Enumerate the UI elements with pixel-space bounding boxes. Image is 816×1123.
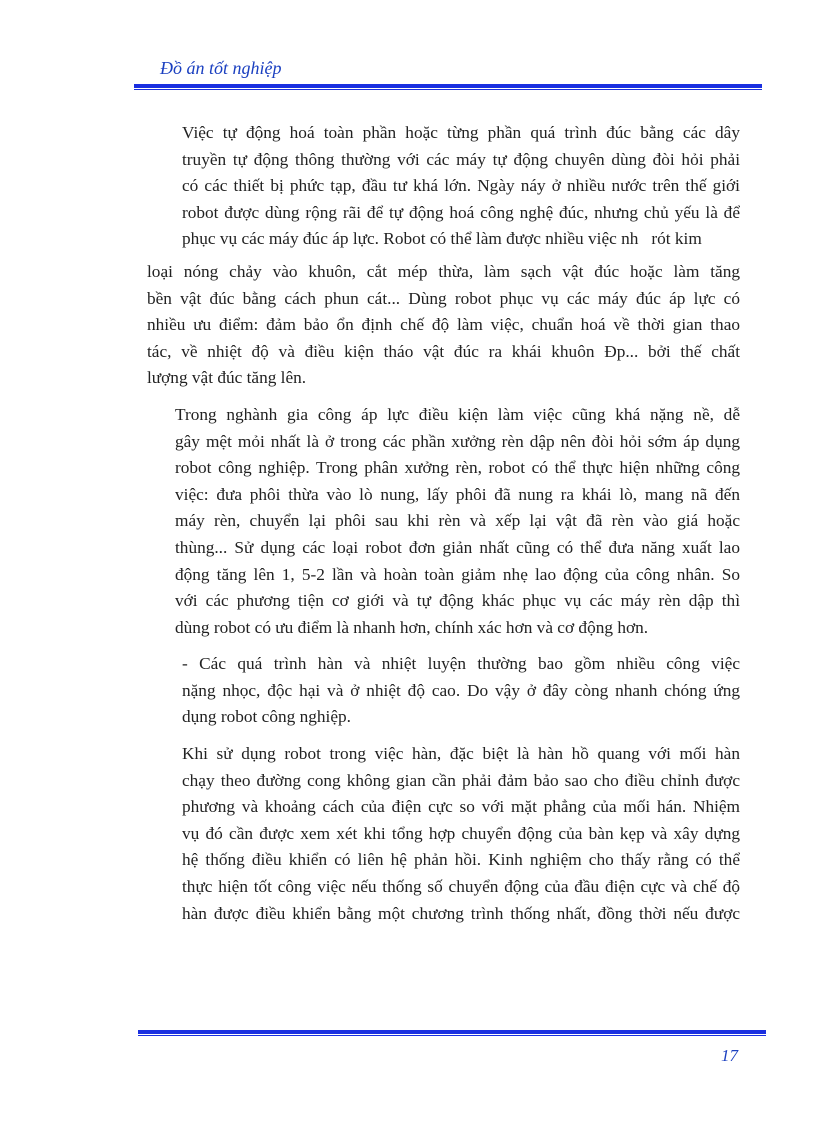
text-line: Việc tự động hoá toàn phần hoặc từng phần quá trình đúc bằng các dây <box>182 123 740 142</box>
document-body <box>135 120 740 927</box>
text-line: phương và khoảng cách của điện cực so với mặt phẳng của mối hán. Nhiệm <box>182 797 740 817</box>
text-line: dụng robot công nghiệp. <box>182 707 351 727</box>
text-line: lượng vật đúc tăng lên. <box>147 368 307 388</box>
header-rule <box>134 84 762 88</box>
text-line: thực hiện tốt công việc nếu thống số chuyển động của đầu điện cực và chế độ <box>182 877 740 897</box>
text-line: máy rèn, chuyển lại phôi sau khi rèn và xếp lại vật đã rèn vào giá hoặc <box>175 511 740 531</box>
text-line: gây mệt mỏi nhất là ở trong các phần xưởng rèn dập nên đòi hỏi sớm áp dụng <box>175 431 740 451</box>
text-line: nhiều ưu điểm: đảm bảo ổn định chế độ làm việc, chuẩn hoá về thời gian thao <box>147 315 740 335</box>
text-line: tác, về nhiệt độ và điều kiện tháo vật đúc ra khái khuôn Đp... bởi thế chất <box>147 341 740 361</box>
text-line: hệ thống điều khiển có liên hệ phản hồi. Kinh nghiệm cho thấy rằng có thể <box>182 850 740 870</box>
text-line: bền vật đúc bằng cách phun cát... Dùng robot phục vụ các máy đúc áp lực có <box>147 288 740 308</box>
text-line: nặng nhọc, độc hại và ở nhiệt độ cao. Do vậy ở đây còng nhanh chóng ứng <box>182 680 740 700</box>
text-line: hàn được điều khiển bằng một chương trình thống nhất, đồng thời nếu được <box>182 903 740 923</box>
text-line: truyền tự động thông thường với các máy tự động chuyên dùng đòi hỏi phải <box>182 149 740 169</box>
header-title: Đồ án tốt nghiệp <box>160 58 282 78</box>
text-line: có các thiết bị phức tạp, đầu tư khá lớn. Ngày náy ở nhiều nước trên thế giới <box>182 176 740 196</box>
paragraph <box>135 402 740 641</box>
text-line: loại nóng chảy vào khuôn, cắt mép thừa, làm sạch vật đúc hoặc làm tăng <box>147 261 740 281</box>
text-line: robot công nghiệp. Trong phân xưởng rèn, robot có thể thực hiện những công <box>175 458 740 478</box>
text-line: thùng... Sử dụng các loại robot đơn giản nhất cũng có thể đưa năng xuất lao <box>175 537 740 557</box>
paragraph <box>135 259 740 392</box>
paragraph <box>135 741 740 927</box>
paragraph <box>135 120 740 253</box>
text-line: động tăng lên 1, 5-2 lần và hoàn toàn giảm nhẹ lao động của công nhân. So <box>175 564 740 584</box>
text-line: vụ đó cần được xem xét khi tổng hợp chuyển động của bàn kẹp và xây dựng <box>182 823 740 843</box>
text-line: dùng robot có ưu điểm là nhanh hơn, chính xác hơn và cơ động hơn. <box>175 617 649 637</box>
footer-rule <box>138 1030 766 1034</box>
text-line: với các phương tiện cơ giới và tự động khác phục vụ các máy rèn dập thì <box>175 591 740 611</box>
text-line: Trong nghành gia công áp lực điều kiện làm việc cũng khá nặng nề, dễ <box>175 404 740 424</box>
paragraph <box>135 651 740 731</box>
text-line: - Các quá trình hàn và nhiệt luyện thường bao gồm nhiều công việc <box>182 654 740 674</box>
page-number: 17 <box>721 1046 738 1065</box>
text-line: Khi sử dụng robot trong việc hàn, đặc biệt là hàn hồ quang với mối hàn <box>182 744 740 764</box>
text-line: robot được dùng rộng rãi để tự động hoá công nghệ đúc, nhưng chủ yếu là để <box>182 202 740 222</box>
text-line: phục vụ các máy đúc áp lực. Robot có thể làm được nhiều việc nh rót kim <box>182 229 702 249</box>
text-line: việc: đưa phôi thừa vào lò nung, lấy phôi đã nung ra khái lò, mang nã đến <box>175 484 740 504</box>
text-line: chạy theo đường cong không gian cần phải đảm bảo sao cho điều chỉnh được <box>182 770 740 790</box>
